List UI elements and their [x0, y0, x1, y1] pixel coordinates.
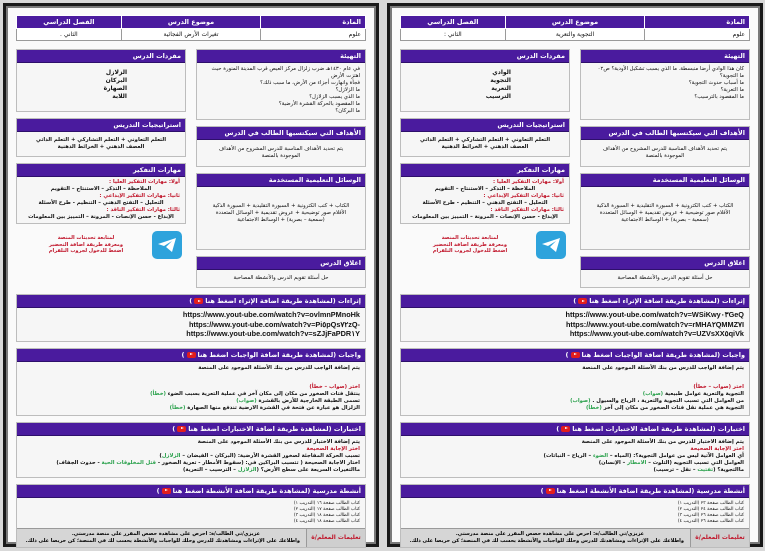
true-false-item — [406, 398, 744, 405]
semester-value: الثاني . — [17, 29, 122, 41]
media-line: (سمعية – بصرية) + الوسائط الاجتماعية — [621, 217, 709, 223]
thinking-heading: أولا: مهارات التفكير العليا : — [108, 179, 180, 185]
promo-line: ومعرفة طريقة اضافة التحضير — [432, 241, 508, 248]
vocab-item: التجوية — [490, 77, 511, 84]
semester-value: الثاني : — [401, 29, 506, 41]
notes-line: عزيزي/تي الطالب/ة: احرص على مشاهدة حصص المقرر على منصة مدرستي. — [71, 530, 260, 537]
media-title: الوسائل التعليمية المستخدمة — [197, 174, 365, 187]
media-line: الكتاب + كتب الكترونية + السبورة التقليدية + السبورة الذكية — [212, 203, 350, 209]
page-border — [6, 6, 376, 544]
vocab-item: الصهارة — [103, 85, 127, 92]
enrichment-section — [400, 294, 750, 342]
tests-section — [400, 422, 750, 478]
true-false-list — [406, 391, 744, 412]
thinking-title: مهارات التفكير — [401, 164, 569, 177]
paren: ) — [156, 486, 160, 495]
vocab-list — [401, 63, 569, 111]
answer: (صواب) — [642, 390, 664, 397]
warmup-line: ما البركان؟ — [335, 108, 360, 114]
answer: (صواب) — [570, 397, 591, 404]
closure-text: حل أسئلة تقويم الدرس والأنشطة المصاحبة — [617, 275, 713, 281]
thinking-heading: ثالثا: مهارات التفكير الناقد : — [490, 207, 564, 213]
question: الزلزال هو عبارة عن فتحة في القشرة الارضية تندفع منها الصهارة — [187, 404, 360, 411]
enrichment-title[interactable] — [401, 295, 749, 308]
warmup-line: ما الزلازل؟ — [335, 87, 360, 93]
vocab-item: البركان — [105, 77, 127, 84]
enrichment-label: إثراءات (لمشاهدة طريقة اضافة الإثراء اضغط هنا — [589, 297, 745, 305]
vocab-item: الوادي — [492, 69, 511, 76]
homework-label: واجبات (لمشاهدة طريقة اضافة الواجبات اضغط هنا — [581, 350, 745, 359]
question-part: – الإنسان) — [598, 459, 628, 466]
teacher-notes-label: تعليمات المعلم/ة — [695, 534, 745, 541]
telegram-icon[interactable] — [536, 231, 566, 259]
homework-intro: يتم إضافة الواجب للدرس من بنك الأسئلة الموجود على المنصة — [198, 364, 360, 371]
youtube-play-icon[interactable] — [187, 352, 196, 358]
activity-item: كتاب الطالب صفحة ٢٦ (التدريب ٣) — [677, 512, 744, 518]
true-false-item — [406, 391, 744, 398]
closure-title: اغلاق الدرس — [197, 257, 365, 270]
youtube-play-icon[interactable] — [571, 352, 580, 358]
question-part: – نقل – ترسيب) — [653, 466, 698, 473]
question-part: ماالتجوية؟ ( — [713, 466, 744, 473]
warmup-line: ما المقصود بالترسيب؟ — [694, 94, 744, 100]
strategies-line: التعلم التعاوني + التعلم التشاركي + التعلم الذاتي — [35, 137, 167, 143]
thinking-heading: ثالثا: مهارات التفكير الناقد : — [106, 207, 180, 213]
youtube-play-icon[interactable] — [561, 426, 570, 432]
mcq-list — [22, 453, 360, 474]
lesson-header-table — [400, 15, 750, 41]
paren: ) — [189, 297, 193, 305]
answer: (خطأ) — [585, 404, 602, 411]
warmup-title: التهيئة — [197, 50, 365, 63]
telegram-promo-text[interactable] — [404, 235, 536, 255]
lesson-page-1 — [3, 3, 379, 547]
youtube-play-icon[interactable] — [177, 426, 186, 432]
homework-body — [17, 362, 365, 415]
strategies-line: العصف الذهني + الخرائط الذهنية — [57, 144, 145, 150]
promo-line: اضغط للدخول لجروب التلقرام — [48, 248, 124, 255]
paren: ) — [565, 350, 569, 359]
vocab-item: اللابة — [112, 93, 127, 100]
objectives-text: يتم تحديد الأهداف المناسبة للدرس المشروح من الأهداف الموجودة بالمنصة — [602, 146, 728, 159]
teacher-notes-label: تعليمات المعلم/ة — [311, 534, 361, 541]
warmup-line: فجأة وانهارت أجزاء من الأرض، ما سبب ذلك؟ — [260, 80, 360, 86]
teacher-notes-text — [401, 529, 691, 547]
answer: تفتيت — [697, 466, 714, 473]
warmup-line: ما التجوية؟ — [719, 73, 744, 79]
warmup-line: ما الذي يسبب الزلازل؟ — [309, 94, 360, 100]
closure-section — [196, 256, 366, 288]
promo-line: لمتابعة تحديثات المنصة — [57, 235, 115, 242]
objectives-title: الأهداف التي سيكتسبها الطالب في الدرس — [581, 127, 749, 140]
activity-item: كتاب الطالب صفحة ٢٣ (التدريب ١) — [677, 500, 744, 506]
question-part: اختار الاجابة الصحيحة ( تتسبب البراكين في: (سقوط الأمطار - تعرية الصخور - — [156, 459, 360, 466]
semester-header: الفصل الدراسي — [401, 16, 506, 29]
question: من العوامل التي تسبب التجوية والتعرية ، الرياح والسيول . — [592, 397, 744, 404]
youtube-play-icon[interactable] — [578, 298, 587, 304]
strategies-line: العصف الذهني + الخرائط الذهنية — [441, 144, 529, 150]
warmup-line: كان هذا الوادي أرضا منبسطة. ما الذي يسبب تشكيل الأودية؟ ص٠٢ — [597, 66, 744, 72]
lesson-plan-sheet — [392, 8, 758, 542]
activity-item: كتاب الطالب صفحة ٢٤ (التدريب ٢) — [677, 506, 744, 512]
mcq-item — [22, 460, 360, 467]
enrichment-title[interactable] — [17, 295, 365, 308]
answer: (صواب) — [236, 397, 257, 404]
activity-item: كتاب الطالب صفحة ١٧ (التدريب ٢) — [293, 506, 360, 512]
media-body — [581, 187, 749, 249]
notes-line: واطلاعك على الإثراءات ومشاهدتك للدرس وحلك للواجبات والأنشطة يحسب لك في المنصة؛ كن حريصا على ذلك. — [409, 537, 684, 544]
homework-intro: يتم إضافة الواجب للدرس من بنك الأسئلة الموجود على المنصة — [582, 364, 744, 371]
homework-title[interactable] — [17, 349, 365, 362]
homework-title[interactable] — [401, 349, 749, 362]
answer: الضوء — [592, 452, 609, 459]
tests-section — [16, 422, 366, 478]
vocab-item: التعرية — [491, 85, 511, 92]
enrichment-links[interactable] — [401, 308, 749, 341]
topic-value: التجوية والتعرية — [505, 29, 645, 41]
tests-label: اختبارات (لمشاهدة طريقة اضافة الاختبارات اضغط هنا — [572, 424, 745, 433]
telegram-icon[interactable] — [152, 231, 182, 259]
activities-label: أنشطة مدرسية (لمشاهدة طريقة اضافة الأنشطة اضغط هنا — [172, 486, 361, 495]
strategies-section — [16, 118, 186, 157]
warmup-section — [196, 49, 366, 120]
paren: ) — [540, 486, 544, 495]
telegram-promo[interactable] — [16, 230, 186, 260]
true-false-label: اختر (صواب – خطأ) — [309, 383, 360, 390]
subject-header: المادة — [645, 16, 750, 29]
paren: ) — [573, 297, 577, 305]
thinking-heading: ثانيا: مهارات التفكير الإبداعي : — [483, 193, 564, 199]
homework-label: واجبات (لمشاهدة طريقة اضافة الواجبات اضغط هنا — [197, 350, 361, 359]
choose-label: اختر الإجابة الصحيحة — [306, 445, 360, 452]
closure-title: اغلاق الدرس — [581, 257, 749, 270]
question-part: العوامل التي تسبب التجويه (التلوث – — [646, 459, 744, 466]
true-false-item — [406, 405, 744, 412]
warmup-line: في عام ١٤٣٠هـ ضرب زلزال مركز العيص قرب المدينة المنورة حيث اهتزت الأرض — [211, 66, 360, 79]
vocab-title: مفردات الدرس — [17, 50, 185, 63]
paren: ) — [172, 424, 176, 433]
warmup-title: التهيئة — [581, 50, 749, 63]
warmup-line: ما المقصود بالحركة القشرة الأرضية؟ — [278, 101, 360, 107]
question-part: ماالتغيرات السريعة على سطح الأرض؟ ( — [256, 466, 360, 473]
media-section — [580, 173, 750, 250]
enrichment-links[interactable] — [17, 308, 365, 341]
telegram-promo-text[interactable] — [20, 235, 152, 255]
youtube-play-icon[interactable] — [162, 488, 171, 494]
answer: قتل المخلوقات الحية — [101, 459, 157, 466]
question: التجوية والتعرية عوامل طبيعية — [664, 390, 744, 397]
warmup-section — [580, 49, 750, 120]
mcq-list — [406, 453, 744, 474]
media-line: الأقلام صور توضيحية + عروض تقديمية + الوسائل المتعددة — [599, 210, 731, 216]
activities-title[interactable] — [401, 485, 749, 498]
vocab-title: مفردات الدرس — [401, 50, 569, 63]
paren: ) — [181, 350, 185, 359]
answer: (خطأ) — [150, 390, 166, 397]
activities-section — [400, 484, 750, 548]
objectives-section — [196, 126, 366, 167]
enrichment-link[interactable]: https://www.yout-ube.com/watch?v=ovlmnPMnoHk — [182, 310, 360, 319]
subject-value: علوم — [645, 29, 750, 41]
thinking-heading: ثانيا: مهارات التفكير الإبداعي : — [99, 193, 180, 199]
question-part: تسبب الحركة المفاجئة لصخور القشرة الأرضية: (البركان – الفيضان – — [180, 452, 360, 459]
strategies-title: استراتيجيات التدريس — [401, 119, 569, 132]
strategies-section — [400, 118, 570, 157]
strategies-body — [17, 132, 185, 156]
strategies-body — [401, 132, 569, 156]
mcq-item — [22, 453, 360, 460]
media-section — [196, 173, 366, 250]
true-false-list — [22, 391, 360, 412]
enrichment-link[interactable]: https://www.yout-ube.com/watch?v=UZVsXX٥qiVk — [569, 329, 744, 338]
media-line: الكتاب + كتب الكترونية + السبورة التقليدية + السبورة الذكية — [596, 203, 734, 209]
notes-line: عزيزي/تي الطالب/ة: احرص على مشاهدة حصص المقرر على منصة مدرستي. — [455, 530, 644, 537]
true-false-item — [22, 405, 360, 412]
thinking-line: التحليل – التفتح الذهني – التنظيم - طرح الأسئلة — [38, 200, 164, 206]
question: تسمى الطبقة الخارجية للأرض بالقشرة — [258, 397, 360, 404]
promo-line: اضغط للدخول لجروب التلقرام — [432, 248, 508, 255]
question-part: أي العوامل الآتية ليس من عوامل التجوية؟: (المياه – — [608, 452, 744, 459]
enrichment-link[interactable]: https://www.yout-ube.com/watch?v=Pi٥pQs٧٢zQ- — [188, 319, 360, 329]
objectives-text: يتم تحديد الأهداف المناسبة للدرس المشروح من الأهداف الموجودة بالمنصة — [218, 146, 344, 159]
tests-label: اختبارات (لمشاهدة طريقة اضافة الاختبارات اضغط هنا — [188, 424, 361, 433]
thinking-line: الإبداع - حسن الإنصات - المرونة – التمييز بين المعلومات — [28, 214, 174, 220]
question-part: – الترسيب – التعرية) — [183, 466, 238, 473]
topic-value: تغيرات الأرض الفجائية — [121, 29, 261, 41]
strategies-title: استراتيجيات التدريس — [17, 119, 185, 132]
teacher-notes-text — [17, 529, 307, 547]
closure-section — [580, 256, 750, 288]
warmup-line: ما أسباب حدوث التجوية؟ — [688, 80, 744, 86]
activities-label: أنشطة مدرسية (لمشاهدة طريقة اضافة الأنشطة اضغط هنا — [556, 486, 745, 495]
activities-title[interactable] — [17, 485, 365, 498]
answer: الزلازل — [161, 452, 181, 459]
enrichment-section — [16, 294, 366, 342]
closure-text: حل أسئلة تقويم الدرس والأنشطة المصاحبة — [233, 275, 329, 281]
activities-list — [17, 498, 365, 528]
answer: (خطأ) — [169, 404, 186, 411]
answer: الزلازل — [237, 466, 257, 473]
tests-body — [17, 436, 365, 477]
activities-list — [401, 498, 749, 528]
topic-header: موضوع الدرس — [121, 16, 261, 29]
tests-body — [401, 436, 749, 477]
question: ينتقل فتات الصخور من مكان إلى مكان آخر في عملية التعرية بسبب الضوء — [167, 390, 360, 397]
youtube-play-icon[interactable] — [194, 298, 203, 304]
paren: ) — [556, 424, 560, 433]
warmup-line: ما التعرية؟ — [720, 87, 744, 93]
lesson-plan-sheet — [8, 8, 374, 542]
thinking-section — [16, 163, 186, 224]
activity-item: كتاب الطالب صفحة ١٦ (التدريب ١) — [293, 500, 360, 506]
true-false-label: اختر (صواب – خطأ) — [693, 383, 744, 390]
thinking-line: الملاحظة – التذكر – الاستنتاج – التقويم — [50, 186, 152, 192]
media-line: الأقلام صور توضيحية + عروض تقديمية + الوسائل المتعددة — [215, 210, 347, 216]
true-false-item — [22, 398, 360, 405]
vocab-item: الترسيب — [485, 93, 511, 100]
question: التجوية هي عملية نقل فتات الصخور من مكان إلى آخر — [603, 404, 744, 411]
thinking-line: التحليل – التفتح الذهني – التنظيم - طرح الأسئلة — [422, 200, 548, 206]
enrichment-label: إثراءات (لمشاهدة طريقة اضافة الإثراء اضغط هنا — [205, 297, 361, 305]
teacher-notes — [17, 528, 365, 547]
thinking-line: الملاحظة – التذكر – الاستنتاج – التقويم — [434, 186, 536, 192]
lesson-page-2 — [387, 3, 763, 547]
activity-item: كتاب الطالب صفحة ١٨ (التدريب ٣) — [293, 512, 360, 518]
warmup-body — [581, 63, 749, 119]
thinking-section — [400, 163, 570, 224]
choose-label: اختر الإجابة الصحيحة — [690, 445, 744, 452]
tests-title[interactable] — [17, 423, 365, 436]
subject-header: المادة — [261, 16, 366, 29]
mcq-item — [406, 453, 744, 460]
thinking-title: مهارات التفكير — [17, 164, 185, 177]
semester-header: الفصل الدراسي — [17, 16, 122, 29]
media-line: (سمعية – بصرية) + الوسائط الاجتماعية — [237, 217, 325, 223]
warmup-body — [197, 63, 365, 119]
thinking-heading: أولا: مهارات التفكير العليا : — [492, 179, 564, 185]
subject-value: علوم — [261, 29, 366, 41]
media-title: الوسائل التعليمية المستخدمة — [581, 174, 749, 187]
thinking-line: الإبداع - حسن الإنصات - المرونة – التمييز بين المعلومات — [412, 214, 558, 220]
homework-section — [400, 348, 750, 416]
activity-item: كتاب الطالب صفحة ١٨ (التدريب ٤) — [293, 518, 360, 524]
enrichment-link[interactable]: https://www.yout-ube.com/watch?v=WSiKwy٠٣GeQ — [565, 310, 744, 319]
telegram-promo[interactable] — [400, 230, 570, 260]
thinking-body — [401, 177, 569, 223]
tests-intro: يتم إضافة الاختبار للدرس من بنك الأسئلة الموجود على المنصة — [197, 438, 360, 445]
enrichment-link[interactable]: https://www.yout-ube.com/watch?v=rMHA٢QMMZ٧I — [565, 319, 744, 329]
thinking-body — [17, 177, 185, 223]
answer: الامطار — [627, 459, 647, 466]
vocab-section — [400, 49, 570, 112]
question-part: - حدوث الجفاف) — [56, 459, 102, 466]
tests-title[interactable] — [401, 423, 749, 436]
topic-header: موضوع الدرس — [505, 16, 645, 29]
youtube-play-icon[interactable] — [546, 488, 555, 494]
objectives-title: الأهداف التي سيكتسبها الطالب في الدرس — [197, 127, 365, 140]
true-false-item — [22, 391, 360, 398]
objectives-section — [580, 126, 750, 167]
homework-body — [401, 362, 749, 415]
teacher-notes — [401, 528, 749, 547]
vocab-section — [16, 49, 186, 112]
mcq-item — [22, 467, 360, 474]
mcq-item — [406, 460, 744, 467]
promo-line: ومعرفة طريقة اضافة التحضير — [48, 241, 124, 248]
question-part: – الرياح – النباتات) — [543, 452, 593, 459]
vocab-item: الزلازل — [105, 69, 127, 76]
question-part: ) — [159, 452, 162, 459]
lesson-header-table — [16, 15, 366, 41]
strategies-line: التعلم التعاوني + التعلم التشاركي + التعلم الذاتي — [419, 137, 551, 143]
activity-item: كتاب الطالب صفحة ٢٦ (التدريب ٤) — [677, 518, 744, 524]
tests-intro: يتم إضافة الاختبار للدرس من بنك الأسئلة الموجود على المنصة — [581, 438, 744, 445]
promo-line: لمتابعة تحديثات المنصة — [441, 235, 499, 242]
page-border — [390, 6, 760, 544]
media-body — [197, 187, 365, 249]
vocab-list — [17, 63, 185, 111]
mcq-item — [406, 467, 744, 474]
activities-section — [16, 484, 366, 548]
notes-line: واطلاعك على الإثراءات ومشاهدتك للدرس وحلك للواجبات والأنشطة يحسب لك في المنصة؛ كن حريصا على ذلك. — [25, 537, 300, 544]
homework-section — [16, 348, 366, 416]
enrichment-link[interactable]: https://www.yout-ube.com/watch?v=sZJjFaPDR١Y — [186, 329, 360, 338]
